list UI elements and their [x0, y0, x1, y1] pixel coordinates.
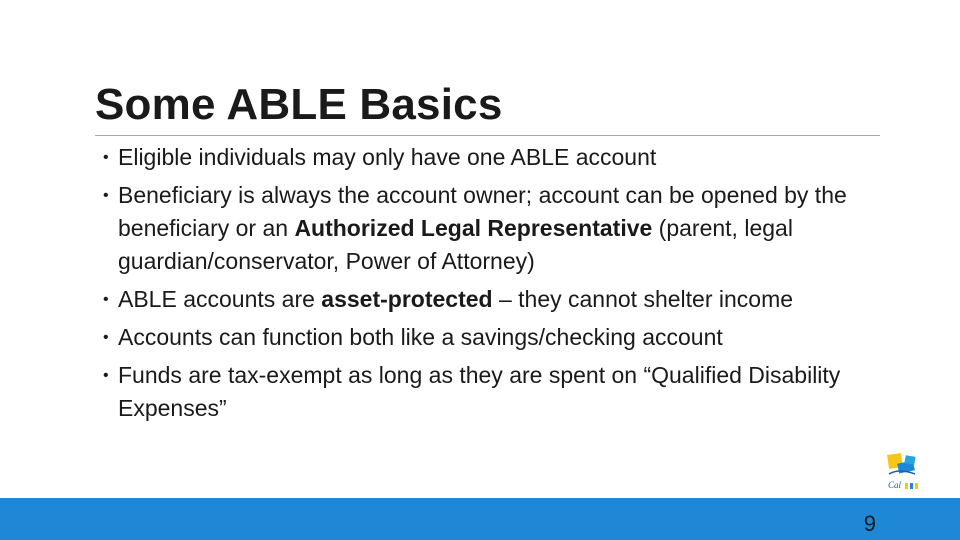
bullet-text: ABLE accounts are	[118, 286, 322, 312]
bullet-dot-icon: •	[103, 367, 109, 384]
bullet-text: – they cannot shelter income	[492, 286, 794, 312]
bullet-emphasis: asset-protected	[321, 286, 493, 312]
bullet-text: Beneficiary is always the account owner; account can be opened by the beneficiary or an	[118, 182, 847, 241]
calable-logo-icon	[885, 452, 921, 494]
svg-text:Cal: Cal	[888, 480, 902, 490]
bullet-text: (parent, legal guardian/conservator, Power of Attorney)	[118, 215, 793, 274]
title-divider	[95, 135, 880, 136]
bullet-text: Eligible individuals may only have one ABLE account	[118, 144, 657, 170]
bullet-dot-icon: •	[103, 149, 109, 166]
bullet-text: Accounts can function both like a savings/checking account	[118, 324, 723, 350]
bullet-dot-icon: •	[103, 329, 109, 346]
page-number: 9	[863, 511, 876, 536]
bullet-item	[100, 359, 880, 425]
bullet-dot-icon: •	[103, 291, 109, 308]
bullet-emphasis: Authorized Legal Representative	[294, 215, 653, 241]
bullet-list	[100, 141, 880, 430]
footer-bar	[0, 498, 960, 540]
bullet-item	[100, 321, 880, 354]
bullet-text: Funds are tax-exempt as long as they are spent on “Qualified Disability Expenses”	[118, 362, 841, 421]
slide-title: Some ABLE Basics	[95, 80, 503, 129]
bullet-item	[100, 283, 880, 316]
bullet-item	[100, 141, 880, 174]
bullet-dot-icon: •	[103, 187, 109, 204]
bullet-item	[100, 179, 880, 278]
